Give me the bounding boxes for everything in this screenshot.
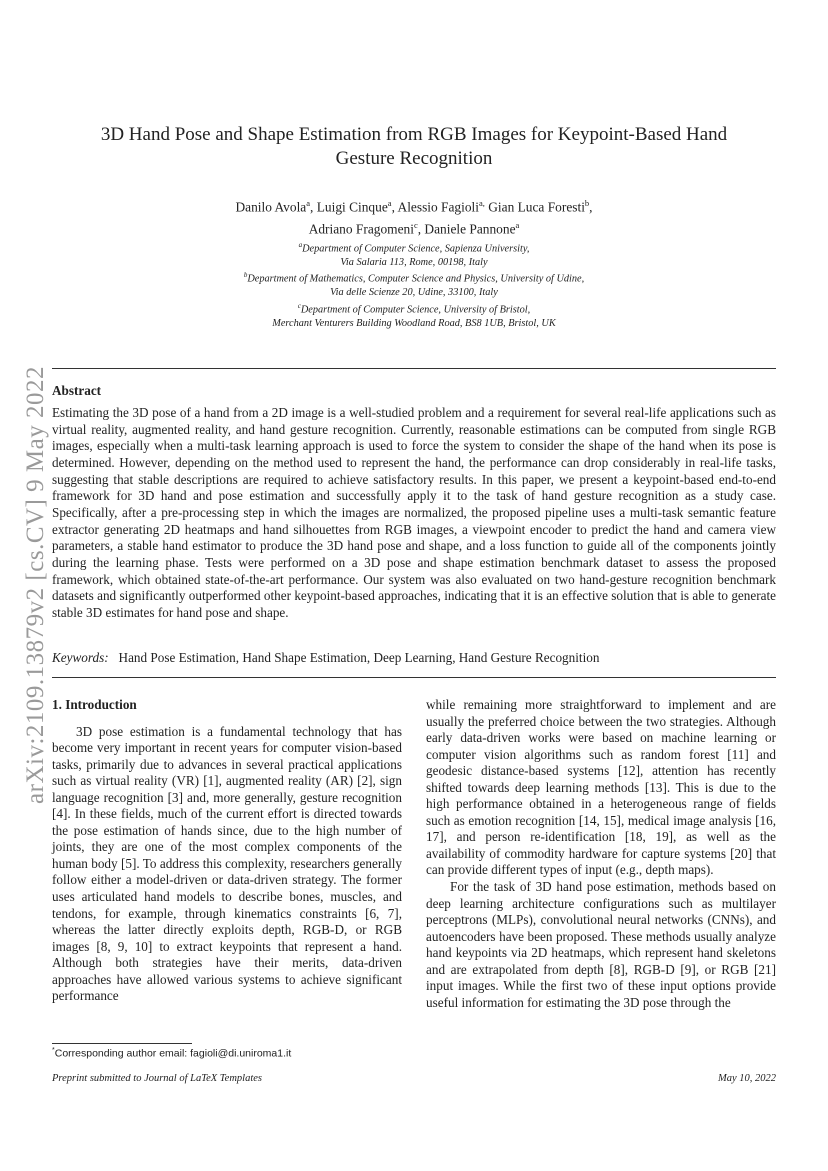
left-column: [52, 697, 402, 1005]
title-line-2: Gesture Recognition: [335, 148, 493, 169]
intro-paragraph-1-continued: while remaining more straightforward to implement and are usually the preferred choice between the two strategies. Although early data-driven works were based on machine learning or computer vision algorithms such as random forest [11] and geodesic distance-based systems [12], attention has recently shifted towards deep learning methods [13]. This is due to the high performance obtained in a heterogeneous range of fields such as emotion recognition [14, 15], medical image analysis [16, 17], and person re-identification [18, 19], as well as the availability of commodity hardware for capture systems [20] that can provide different types of input (e.g., depth maps).: [426, 697, 776, 878]
author-separator: ,: [589, 199, 593, 215]
footnote-text: Corresponding author email: fagioli@di.uniroma1.it: [54, 1047, 292, 1060]
author-affil-mark: a: [515, 220, 520, 231]
intro-paragraph-1: 3D pose estimation is a fundamental technology that has become very important in recent years for computer vision-based tasks, primarily due to advances in several practical applications such as virtual reality (VR) [1], augmented reality (AR) [2], sign language recognition [3] and, more generally, gesture recognition [4]. In these fields, much of the current effort is directed towards the pose estimation of hands since, due to the high number of joints, they are one of the most complex components of the human body [5]. To address this complexity, researchers generally follow either a model-driven or data-driven strategy. The former uses articulated hand models to describe bones, muscles, and tendons, for example, through kinematics constraints [6, 7], whereas the latter directly exploits depth, RGB-D, or RGB images [8, 9, 10] to extract keypoints that represent a hand. Although both strategies have their merits, data-driven approaches have allowed various systems to achieve significant performance: [52, 723, 402, 1004]
abstract-heading: Abstract: [52, 383, 102, 398]
right-column: [426, 697, 776, 1011]
author-affil-mark: a: [387, 198, 392, 208]
author-affil-mark: b: [584, 198, 590, 208]
arxiv-identifier-stamp: arXiv:2109.13879v2 [cs.CV] 9 May 2022: [22, 366, 49, 804]
author-line-2: [52, 216, 776, 238]
author-list: [52, 194, 776, 239]
intro-paragraph-2: For the task of 3D hand pose estimation, methods based on deep learning architecture configurations such as multilayer perceptrons (MLPs), convolutional neural networks (CNNs), and autoencoders have been proposed. These methods usually analyze hand keypoints via 2D heatmaps, which represent hand skeletons and are extrapolated from depth [8], RGB-D [9], or RGB [21] input images. While the first two of these input options provide useful information for estimating the 3D pose through the: [426, 879, 776, 1010]
section-heading-introduction: 1. Introduction: [52, 697, 137, 712]
author-name: Adriano Fragomeni: [308, 221, 414, 237]
footnote-rule: [52, 1043, 192, 1044]
affiliation-a-line-1: $^a$Department of Computer Science, Sapienza University,: [298, 241, 530, 255]
affiliations: [52, 239, 776, 330]
abstract-text: Estimating the 3D pose of a hand from a 2D image is a well-studied problem and a requirement for several real-life applications such as virtual reality, augmented reality, and hand gesture recognition. Currently, reasonable estimations can be computed from single RGB images, especially when a multi-task learning approach is used to force the system to consider the shape of the hand when its pose is determined. However, depending on the method used to represent the hand, the performance can drop considerably in real-life tasks, suggesting that stable descriptions are required to achieve satisfactory results. In this paper, we present a keypoint-based end-to-end framework for 3D hand and pose estimation and successfully apply it to the task of hand gesture recognition as a study case. Specifically, after a pre-processing step in which the images are normalized, the proposed pipeline uses a multi-task semantic feature extractor generating 2D heatmaps and hand silhouettes from RGB images, a viewpoint encoder to predict the hand and camera view parameters, a stable hand estimator to produce the 3D hand pose and shape, and a loss function to guide all of the components jointly during the learning phase. Tests were performed on a 3D pose and shape estimation benchmark dataset to assess the proposed framework, which obtained state-of-the-art performance. Our system was also evaluated on two hand-gesture recognition benchmark datasets and significantly outperformed other keypoint-based approaches, indicating that it is an effective solution that is able to generate stable 3D estimates for hand pose and shape.: [52, 405, 776, 620]
footnote: [52, 1047, 291, 1060]
footer-date: May 10, 2022: [717, 1073, 776, 1084]
affiliation-a-line-2: Via Salaria 113, Rome, 00198, Italy: [340, 256, 488, 268]
author-name: , Luigi Cinque: [310, 199, 388, 215]
author-name: , Alessio Fagioli: [391, 199, 479, 215]
author-name: Danilo Avola: [235, 199, 307, 215]
keywords-label: Keywords:: [52, 650, 109, 665]
footnote-mark: *: [52, 1047, 55, 1054]
abstract-bottom-rule: [52, 677, 776, 678]
affiliation-b-line-2: Via delle Scienze 20, Udine, 33100, Italy: [330, 287, 498, 299]
footer-journal: Preprint submitted to Journal of LaTeX Templates: [52, 1073, 263, 1084]
author-affil-mark: a: [306, 198, 311, 208]
author-name: , Daniele Pannone: [417, 221, 516, 237]
author-line-1: [52, 194, 776, 216]
abstract-top-rule: [52, 368, 776, 369]
author-affil-mark: c: [413, 220, 418, 231]
keywords-text: Hand Pose Estimation, Hand Shape Estimation, Deep Learning, Hand Gesture Recognition: [118, 650, 600, 665]
affiliation-c-line-2: Merchant Venturers Building Woodland Road, BS8 1UB, Bristol, UK: [272, 317, 556, 329]
paper-title: [52, 123, 776, 171]
affiliation-c-line-1: $^c$Department of Computer Science, University of Bristol,: [297, 301, 531, 316]
keywords: [52, 650, 776, 666]
author-affil-mark: a,: [478, 198, 485, 208]
title-line-1: 3D Hand Pose and Shape Estimation from RGB Images for Keypoint-Based Hand: [100, 124, 728, 145]
affiliation-b-line-1: $^b$Department of Mathematics, Computer Science and Physics, University of Udine,: [243, 271, 585, 285]
author-name: Gian Luca Foresti: [484, 199, 585, 215]
